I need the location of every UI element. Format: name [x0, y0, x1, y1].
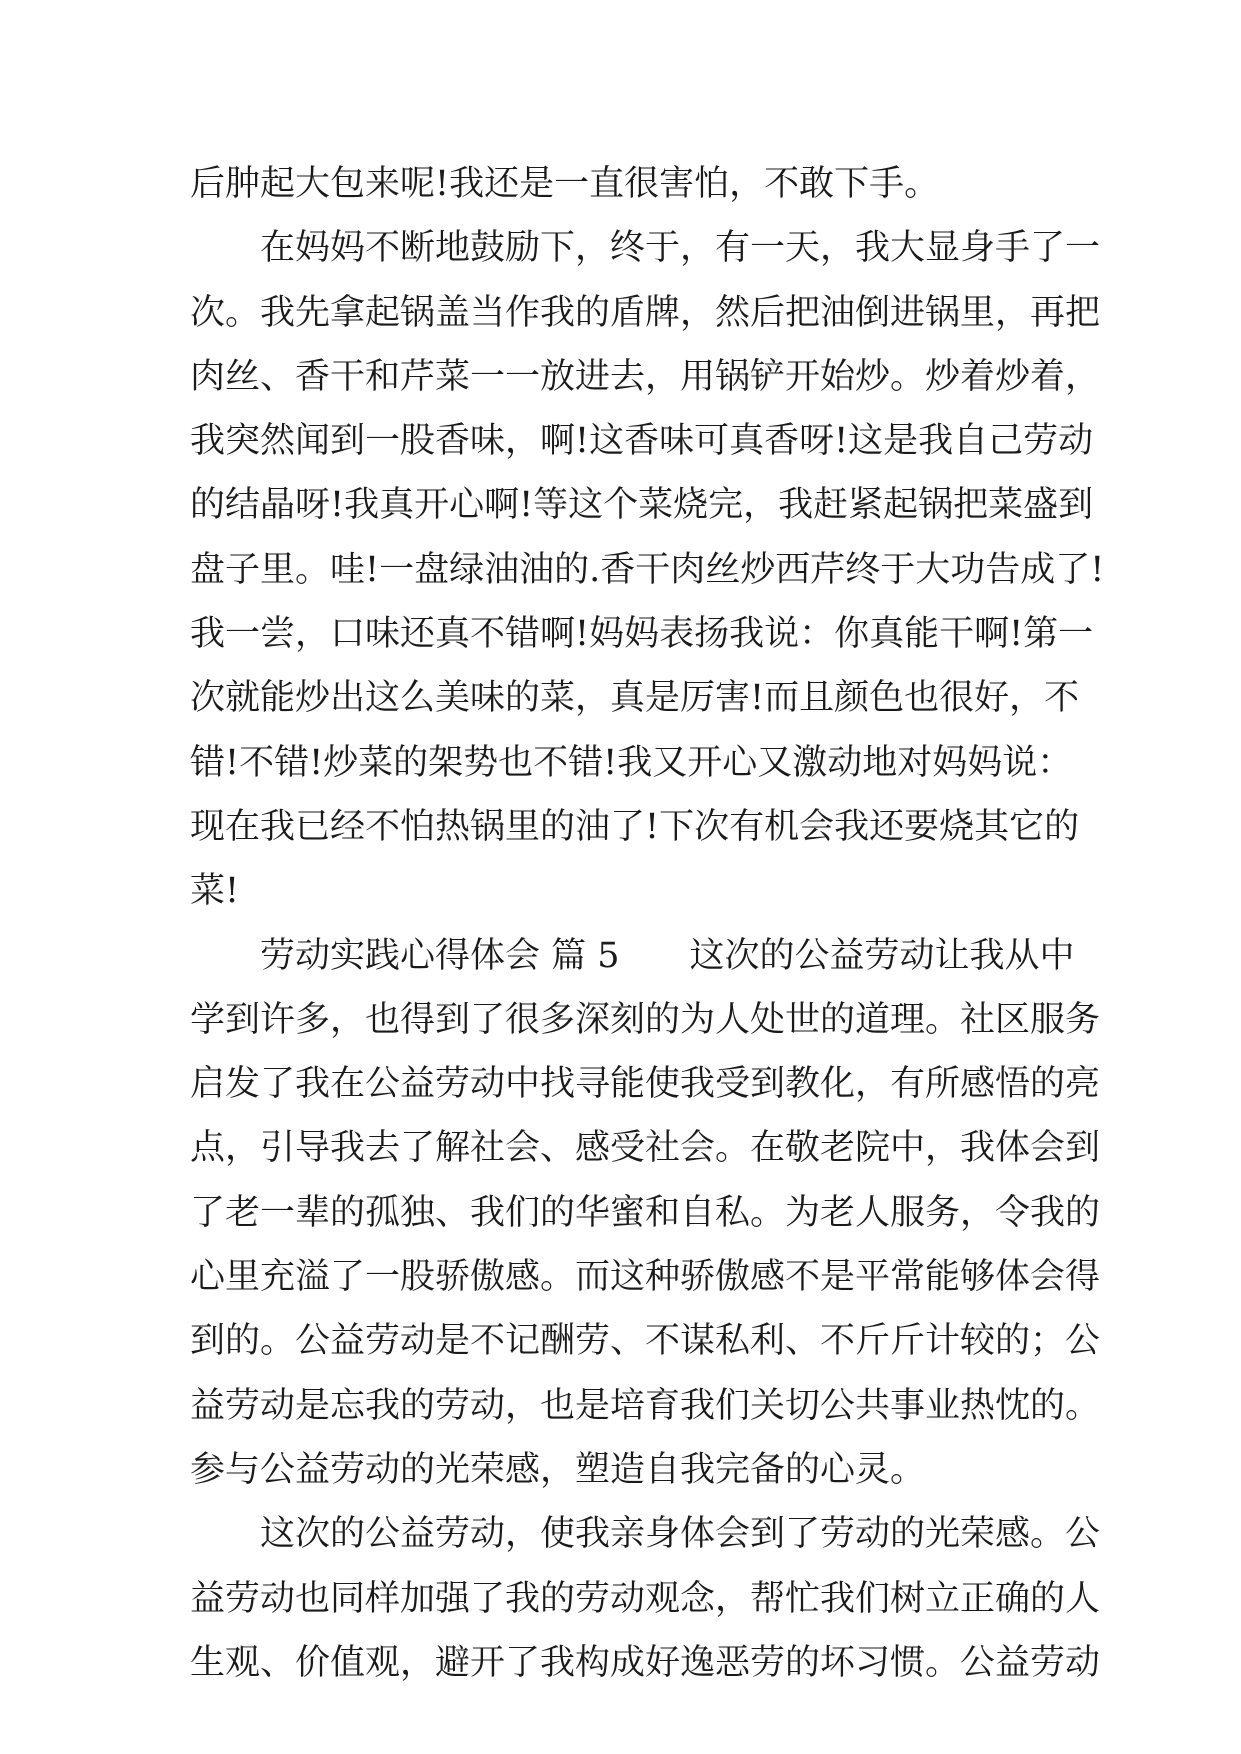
- text-line: 益劳动是忘我的劳动，也是培育我们关切公共事业热忱的。: [190, 1385, 1101, 1426]
- text-line: 后肿起大包来呢!我还是一直很害怕，不敢下手。: [190, 164, 940, 204]
- document-body: [190, 152, 1105, 1695]
- text-line: 的结晶呀!我真开心啊!等这个菜烧完，我赶紧起锅把菜盛到: [190, 485, 1094, 526]
- text-line: 心里充溢了一股骄傲感。而这种骄傲感不是平常能够体会得: [190, 1257, 1101, 1298]
- text-line: 启发了我在公益劳动中找寻能使我受到教化，有所感悟的亮: [190, 1064, 1101, 1105]
- text-line: 参与公益劳动的光荣感，塑造自我完备的心灵。: [190, 1449, 926, 1490]
- text-line: 益劳动也同样加强了我的劳动观念，帮忙我们树立正确的人: [190, 1578, 1101, 1619]
- text-line: 在妈妈不断地鼓励下，终于，有一天，我大显身手了一: [260, 228, 1101, 269]
- text-line: 肉丝、香干和芹菜一一放进去，用锅铲开始炒。炒着炒着，: [190, 356, 1101, 397]
- text-line: 现在我已经不怕热锅里的油了!下次有机会我还要烧其它的: [190, 806, 1080, 847]
- text-line: 我一尝，口味还真不错啊!妈妈表扬我说：你真能干啊!第一: [190, 614, 1094, 655]
- text-line: 学到许多，也得到了很多深刻的为人处世的道理。社区服务: [190, 999, 1101, 1040]
- text-line: 次。我先拿起锅盖当作我的盾牌，然后把油倒进锅里，再把: [190, 292, 1101, 333]
- text-line: 次就能炒出这么美味的菜，真是厉害!而且颜色也很好，不: [190, 678, 1080, 719]
- text-line: 点，引导我去了解社会、感受社会。在敬老院中，我体会到: [190, 1128, 1101, 1169]
- text-line: 到的。公益劳动是不记酬劳、不谋私利、不斤斤计较的；公: [190, 1321, 1101, 1362]
- text-line: 盘子里。哇!一盘绿油油的.香干肉丝炒西芹终于大功告成了!: [190, 549, 1105, 590]
- text-line: 了老一辈的孤独、我们的华蜜和自私。为老人服务，令我的: [190, 1192, 1101, 1233]
- text-run: 这次的公益劳动让我从中: [689, 935, 1075, 976]
- text-line: 我突然闻到一股香味，啊!这香味可真香呀!这是我自己劳动: [190, 421, 1094, 462]
- section-heading-line: [190, 924, 1075, 988]
- text-line: 生观、价值观，避开了我构成好逸恶劳的坏习惯。公益劳动: [190, 1642, 1101, 1683]
- text-line: 这次的公益劳动，使我亲身体会到了劳动的光荣感。公: [260, 1514, 1101, 1555]
- section-heading: 劳动实践心得体会 篇 5: [260, 935, 620, 976]
- text-line: 菜!: [190, 871, 240, 912]
- text-line: 错!不错!炒菜的架势也不错!我又开心又激动地对妈妈说：: [190, 742, 1073, 783]
